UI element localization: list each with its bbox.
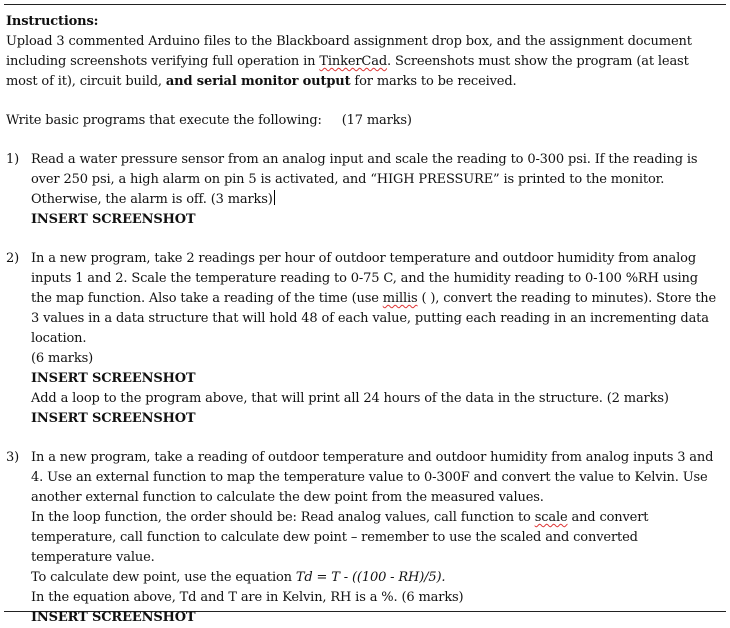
question-3-screenshot: INSERT SCREENSHOT <box>31 610 196 625</box>
question-1-number: 1) <box>6 152 20 167</box>
intro-line: Write basic programs that execute the following: (17 marks) <box>6 113 412 128</box>
question-3-loop <box>31 508 722 568</box>
question-3-dew <box>31 568 722 588</box>
question-3-eq-note: In the equation above, Td and T are in Kelvin, RH is a %. (6 marks) <box>31 590 464 605</box>
question-3-dew-a: To calculate dew point, use the equation <box>31 570 296 585</box>
instructions-text-a: Upload 3 commented Arduino files to the Blackboard assignment drop box, and the assignment document including screenshots verifying full operation in <box>6 34 692 69</box>
question-2 <box>6 249 722 429</box>
question-2-number: 2) <box>6 251 20 266</box>
question-2-screenshot: INSERT SCREENSHOT <box>31 371 196 386</box>
question-3-loop-a: In the loop function, the order should be: Read analog values, call function to <box>31 510 535 525</box>
question-2-screenshot-2: INSERT SCREENSHOT <box>31 411 196 426</box>
tinkercad-word: TinkerCad <box>319 54 387 69</box>
text-cursor <box>274 190 275 205</box>
scale-word: scale <box>534 510 568 525</box>
instructions-bold-text: and serial monitor output <box>165 74 351 89</box>
question-3-text: In a new program, take a reading of outdoor temperature and outdoor humidity from analog inputs 3 and 4. Use an external function to map the temperature value to 0-300F and convert the value to Kelvin. Use another external function to calculate the dew point from the measured values. <box>31 450 714 505</box>
millis-word: millis <box>382 291 418 306</box>
question-2-marks: (6 marks) <box>31 351 94 366</box>
question-1-text <box>31 150 722 210</box>
question-1-screenshot: INSERT SCREENSHOT <box>31 212 196 227</box>
question-3 <box>6 448 722 628</box>
question-3-number: 3) <box>6 450 20 465</box>
question-2-text-a: In a new program, take 2 readings per hour of outdoor temperature and outdoor humidity from analog inputs 1 and 2. Scale the temperature reading to 0-75 C, and the humidity reading to 0-100 %RH using the map function. Also take a reading of the time (use <box>31 251 698 306</box>
instructions-heading: Instructions: <box>6 14 99 29</box>
document-body <box>6 12 722 628</box>
question-2-loop-text: Add a loop to the program above, that will print all 24 hours of the data in the structure. (2 marks) <box>31 391 669 406</box>
question-3-loop-b: and convert temperature, call function to calculate dew point – remember to use the scaled and converted temperature value. <box>31 510 649 565</box>
instructions-text-b: . Screenshots must show the program (at least most of it), circuit build, <box>6 54 689 89</box>
instructions-paragraph <box>6 32 722 92</box>
question-1-body: Read a water pressure sensor from an analog input and scale the reading to 0-300 psi. If the reading is over 250 psi, a high alarm on pin 5 is activated, and “HIGH PRESSURE” is printed to the monitor. Otherwise, the alarm is off. (3 marks) <box>31 152 698 207</box>
instructions-text-c: for marks to be received. <box>350 74 517 89</box>
question-2-text <box>31 249 722 349</box>
dew-point-equation: Td = T - ((100 - RH)/5). <box>295 570 446 585</box>
question-1 <box>6 150 722 230</box>
question-2-text-b: ( ), convert the reading to minutes). Store the 3 values in a data structure that will hold 48 of each value, putting each reading in an incrementing data location. <box>31 291 717 346</box>
